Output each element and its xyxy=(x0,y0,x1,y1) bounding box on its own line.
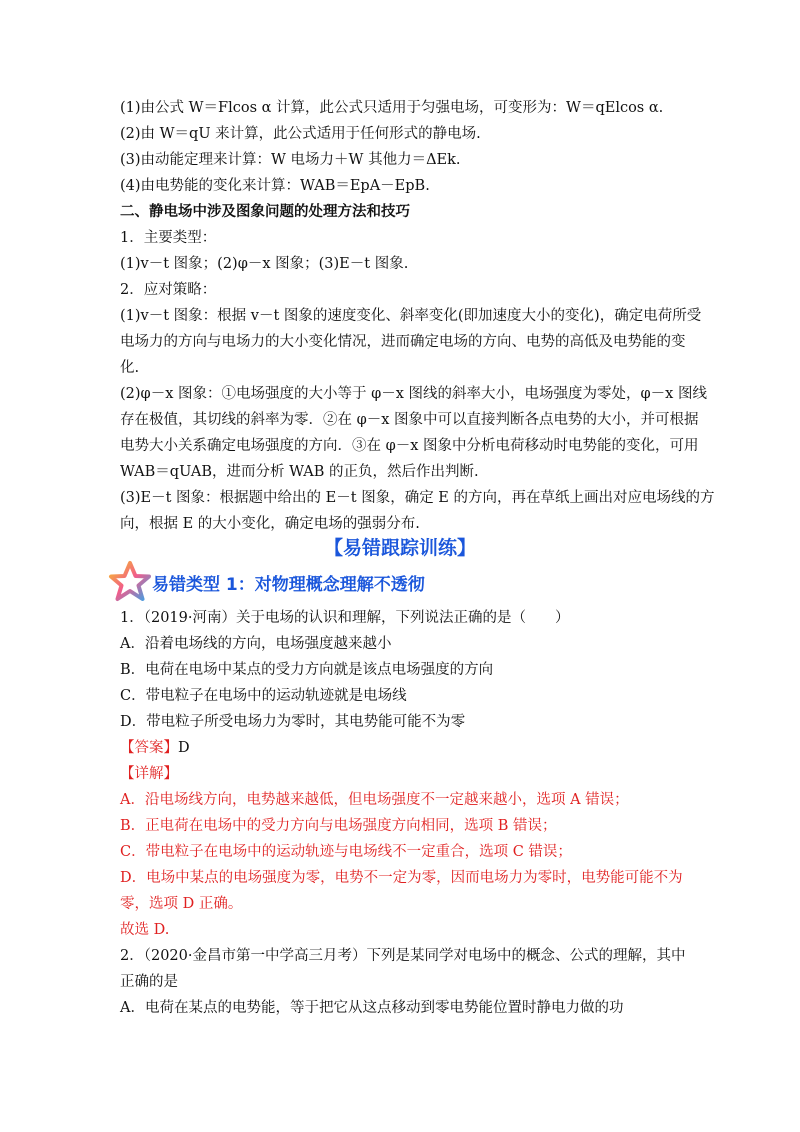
explanation-d-line-2: 零，选项 D 正确。 xyxy=(120,896,243,912)
training-title: 【易错跟踪训练】 xyxy=(323,537,476,559)
types-list: (1)v－t 图象；(2)φ－x 图象；(3)E－t 图象. xyxy=(120,256,409,272)
strategy-2-line-1: (2)φ－x 图象：①电场强度的大小等于 φ－x 图线的斜率大小，电场强度为零处，φ－x 图线 xyxy=(120,386,707,402)
types-label: 1．主要类型： xyxy=(120,230,217,246)
question-2-stem-line-2: 正确的是 xyxy=(120,974,178,990)
question-1-stem: 1．（2019·河南）关于电场的认识和理解，下列说法正确的是（ ） xyxy=(120,610,570,626)
strategy-2-line-2: 存在极值，其切线的斜率为零．②在 φ－x 图象中可以直接判断各点电势的大小，并可根据 xyxy=(120,412,699,428)
question-1-option-a: A．沿着电场线的方向，电场强度越来越小 xyxy=(120,636,392,652)
strategy-1-line-2: 电场力的方向与电场力的大小变化情况，进而确定电场的方向、电势的高低及电势能的变 xyxy=(120,334,686,350)
star-icon xyxy=(108,560,152,604)
strategy-label: 2．应对策略： xyxy=(120,282,217,298)
explanation-d-line-1: D．电场中某点的电场强度为零，电势不一定为零，因而电场力为零时，电势能可能不为 xyxy=(120,870,683,886)
strategy-1-line-3: 化. xyxy=(120,360,140,376)
section-2-heading: 二、静电场中涉及图象问题的处理方法和技巧 xyxy=(120,203,410,220)
detail-tag: 【详解】 xyxy=(120,766,178,782)
explanation-b: B．正电荷在电场中的受力方向与电场强度方向相同，选项 B 错误； xyxy=(120,818,557,834)
question-2-option-a: A．电荷在某点的电势能，等于把它从这点移动到零电势能位置时静电力做的功 xyxy=(120,1000,624,1016)
strategy-3-line-2: 向，根据 E 的大小变化，确定电场的强弱分布. xyxy=(120,516,420,532)
method-2: (2)由 W＝qU 来计算，此公式适用于任何形式的静电场. xyxy=(120,126,481,142)
question-2-stem-line-1: 2．（2020·金昌市第一中学高三月考）下列是某同学对电场中的概念、公式的理解，其中 xyxy=(120,948,686,964)
method-4: (4)由电势能的变化来计算：WAB＝EpA－EpB. xyxy=(120,178,430,194)
error-type-heading: 易错类型 1：对物理概念理解不透彻 xyxy=(152,575,425,595)
strategy-2-line-3: 电势大小关系确定电场强度的方向．③在 φ－x 图象中分析电荷移动时电势能的变化，可用 xyxy=(120,438,699,454)
strategy-2-line-4: WAB＝qUAB，进而分析 WAB 的正负，然后作出判断. xyxy=(120,464,479,480)
strategy-3-line-1: (3)E－t 图象：根据题中给出的 E－t 图象，确定 E 的方向，再在草纸上画出对应电场线的方 xyxy=(120,490,715,506)
conclusion: 故选 D. xyxy=(120,922,170,938)
method-1: (1)由公式 W＝Flcos α 计算，此公式只适用于匀强电场，可变形为：W＝qElcos α. xyxy=(120,100,664,116)
answer-row xyxy=(120,738,690,758)
explanation-a: A．沿电场线方向，电势越来越低，但电场强度不一定越来越小，选项 A 错误； xyxy=(120,792,629,808)
question-1-option-c: C．带电粒子在电场中的运动轨迹就是电场线 xyxy=(120,688,407,704)
explanation-c: C．带电粒子在电场中的运动轨迹与电场线不一定重合，选项 C 错误； xyxy=(120,844,572,860)
answer-tag: 【答案】 xyxy=(120,740,178,756)
question-1-option-b: B．电荷在电场中某点的受力方向就是该点电场强度的方向 xyxy=(120,662,494,678)
answer-value: D xyxy=(178,740,190,756)
strategy-1-line-1: (1)v－t 图象：根据 v－t 图象的速度变化、斜率变化(即加速度大小的变化)，确定电荷所受 xyxy=(120,308,702,324)
question-1-option-d: D．带电粒子所受电场力为零时，其电势能可能不为零 xyxy=(120,714,466,730)
method-3: (3)由动能定理来计算：W 电场力＋W 其他力＝ΔEk. xyxy=(120,152,461,168)
